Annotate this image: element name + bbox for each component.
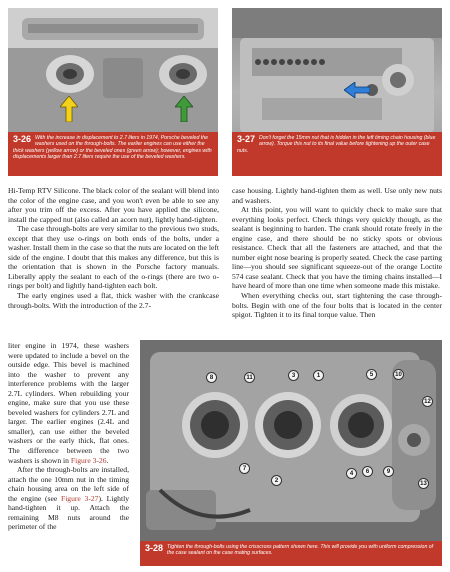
bolt-label-5: 5 <box>366 369 377 380</box>
caption-text: Don't forget the 15mm nut that is hidden in the left timing chain housing (blue arrow). Torque this nut to its final value before tightening up the outer case nuts. <box>237 135 436 154</box>
figure-3-28 <box>140 340 442 566</box>
caption-text: Tighten the through-bolts using the crisscross pattern shown here. This will provide you with uniform compression of the case sealant on the case mating surfaces. <box>167 544 434 557</box>
bolt-label-12: 12 <box>422 396 433 407</box>
paragraph <box>8 465 129 532</box>
figure-3-27 <box>232 8 442 176</box>
bolt-label-4: 4 <box>346 468 357 479</box>
figure-reference-link[interactable]: Figure 3-26 <box>70 455 107 465</box>
figure-3-27-caption <box>232 132 442 176</box>
paragraph-text: . <box>106 455 109 465</box>
figure-3-26-caption <box>8 132 218 176</box>
yellow-arrow-icon <box>60 96 78 122</box>
paragraph: At this point, you will want to quickly check to make sure that everything looks perfect. Check things very quickly though, as the sealant is beginning to harden. The crank should rotate freely in the engine case, and there should be no sticky spots or obvious resistance. Check that all the fasteners are attached, and that the number eight nose bearing is properly seated. Check the case parting line—you should see significant squeeze-out of the orange Loctite 574 case sealant. Check that you have the timing chains installed—I have heard of more than one time when someone made this mistake. <box>232 205 442 291</box>
figure-3-28-caption <box>140 541 442 566</box>
bolt-label-11: 11 <box>244 372 255 383</box>
bolt-label-13: 13 <box>418 478 429 489</box>
figure-number: 3-28 <box>145 543 164 553</box>
paragraph: The early engines used a flat, thick washer with the crankcase through-bolts. With the introduction of the 2.7- <box>8 291 219 310</box>
paragraph-text: ). Lightly hand-tighten it up. Attach the remaining M8 nuts around the perimeter of the <box>8 493 129 532</box>
figure-reference-link[interactable]: Figure 3-27 <box>60 493 99 503</box>
blue-arrow-icon <box>344 82 370 98</box>
paragraph: case housing. Lightly hand-tighten them as well. Use only new nuts and washers. <box>232 186 442 205</box>
bolt-label-3: 3 <box>288 370 299 381</box>
figure-3-26 <box>8 8 218 176</box>
left-column-narrow <box>8 341 129 565</box>
paragraph: When everything checks out, start tightening the case through-bolts. Begin with one of the four bolts that is located in the center spigot. Tighten it to its final torque value. Then <box>232 291 442 320</box>
figure-number: 3-26 <box>13 134 32 144</box>
figure-number: 3-27 <box>237 134 256 144</box>
green-arrow-icon <box>175 96 193 122</box>
paragraph: Hi-Temp RTV Silicone. The black color of the sealant will blend into the color of the engine case, and you won't even be able to see any after you trim off the excess. After you have applied the silicone, install the capped nut (also called an acorn nut), lightly hand-tighten. <box>8 186 219 224</box>
left-column-top <box>8 186 219 322</box>
right-column-top <box>232 186 442 336</box>
paragraph <box>8 341 129 465</box>
bolt-label-10: 10 <box>393 369 404 380</box>
caption-text: With the increase in displacement to 2.7 liters in 1974, Porsche beveled the washers used on the through-bolts. The earlier engines can use either the thick washers (yellow arrow) or the beveled ones (green arrow); however, engines with displacements larger than 2.7 liters require the use of the beveled washers. <box>13 135 212 161</box>
bolt-label-7: 7 <box>239 463 250 474</box>
bolt-label-9: 9 <box>383 466 394 477</box>
paragraph-text: After the through-bolts are installed, attach the one 10mm nut in the timing chain housing area on the left side of the engine (see <box>8 465 129 503</box>
bolt-label-8: 8 <box>206 372 217 383</box>
paragraph-text: liter engine in 1974, these washers were updated to include a bevel on the outside edge. This bevel is machined into the washer to prevent any interference problems with the larger 2.7L cylinders. When rebuilding your engine, make sure that you use these beveled washers for cylinders 2.7L and larger. The earlier engines (2.4L and smaller), can use either the beveled washers or the early thick, flat ones. The difference between the two washers is shown in <box>8 341 129 465</box>
bolt-label-1: 1 <box>313 370 324 381</box>
paragraph: The case through-bolts are very similar to the previous two studs, except that they use o-rings on both ends of the bolts, under a washer. Install them in the case so that the nuts are located on the left side of the engine. I doubt that this makes any difference, but this is the orientation that is shown in the Porsche factory manuals. Liberally apply the sealant to each of the o-rings (there are two o-rings per bolt) and lightly hand-tighten each bolt. <box>8 224 219 291</box>
bolt-label-6: 6 <box>362 466 373 477</box>
bolt-label-2: 2 <box>271 475 282 486</box>
